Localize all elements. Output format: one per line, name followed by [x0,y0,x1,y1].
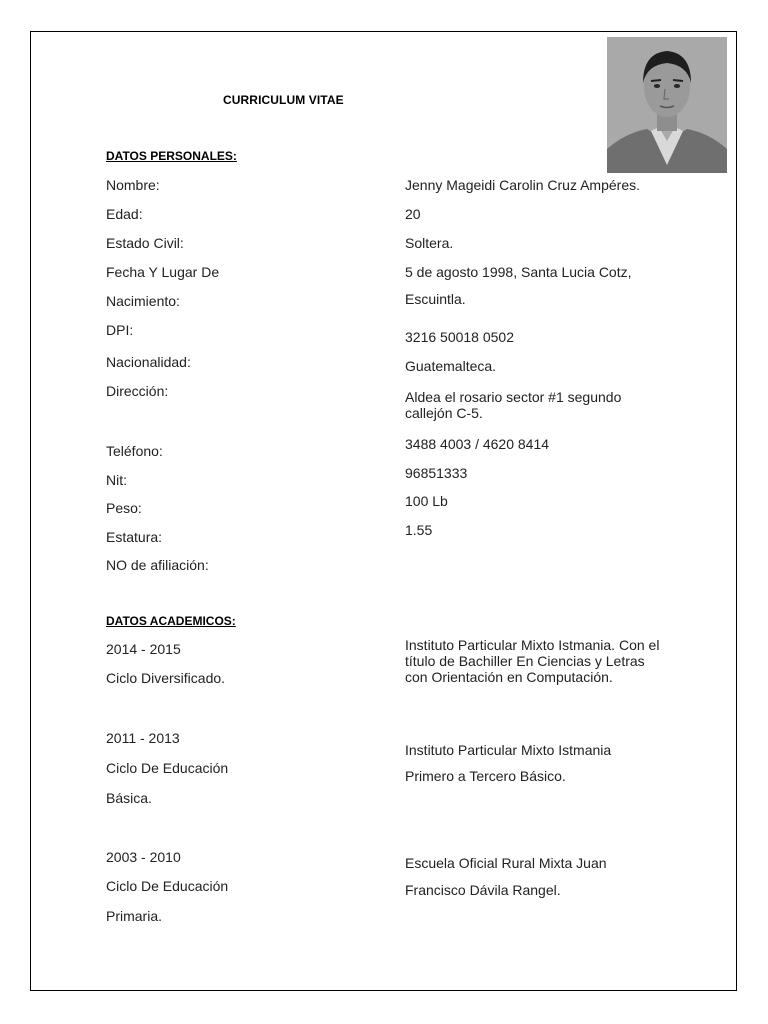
label-estatura: Estatura: [106,529,163,545]
value-nombre: Jenny Mageidi Carolin Cruz Ampéres. [405,177,640,193]
academic-institution: Escuela Oficial Rural Mixta Juan [405,855,607,871]
label-estado-civil: Estado Civil: [106,235,184,251]
label-nombre: Nombre: [106,177,160,193]
label-direccion: Dirección: [106,383,169,399]
value-fecha-lugar-line1: 5 de agosto 1998, Santa Lucia Cotz, [405,264,632,280]
label-nit: Nit: [106,472,127,488]
document-title: CURRICULUM VITAE [223,93,344,107]
label-telefono: Teléfono: [106,443,163,459]
academic-data-heading: DATOS ACADEMICOS: [106,614,236,628]
label-afiliacion: NO de afiliación: [106,557,209,573]
label-nacionalidad: Nacionalidad: [106,354,191,370]
academic-level-line2: Básica. [106,790,152,806]
label-edad: Edad: [106,206,143,222]
label-fecha-lugar-line1: Fecha Y Lugar De [106,264,220,280]
value-telefono: 3488 4003 / 4620 8414 [405,436,550,452]
academic-level: Ciclo Diversificado. [106,670,226,686]
label-fecha-lugar-line2: Nacimiento: [106,293,180,309]
profile-photo [607,37,727,173]
value-nit: 96851333 [405,465,468,481]
label-dpi: DPI: [106,322,134,338]
academic-detail: Primero a Tercero Básico. [405,768,566,784]
value-estado-civil: Soltera. [405,235,454,251]
value-edad: 20 [405,206,421,222]
value-fecha-lugar-line2: Escuintla. [405,291,466,307]
academic-years: 2011 - 2013 [106,730,180,746]
value-nacionalidad: Guatemalteca. [405,358,497,374]
value-estatura: 1.55 [405,522,433,538]
academic-institution: Instituto Particular Mixto Istmania. Con el título de Bachiller En Ciencias y Letras con Orientación en Computación. [405,637,660,685]
academic-level: Ciclo De Educación [106,878,229,894]
academic-level-line2: Primaria. [106,908,163,924]
academic-level: Ciclo De Educación [106,760,229,776]
academic-years: 2014 - 2015 [106,641,181,657]
academic-years: 2003 - 2010 [106,849,181,865]
value-direccion: Aldea el rosario sector #1 segundo callejón C-5. [405,389,622,421]
personal-data-heading: DATOS PERSONALES: [106,149,237,163]
academic-institution: Instituto Particular Mixto Istmania [405,742,612,758]
academic-detail: Francisco Dávila Rangel. [405,882,561,898]
portrait-image [607,37,727,173]
value-dpi: 3216 50018 0502 [405,329,514,345]
label-peso: Peso: [106,500,142,516]
value-peso: 100 Lb [405,493,448,509]
